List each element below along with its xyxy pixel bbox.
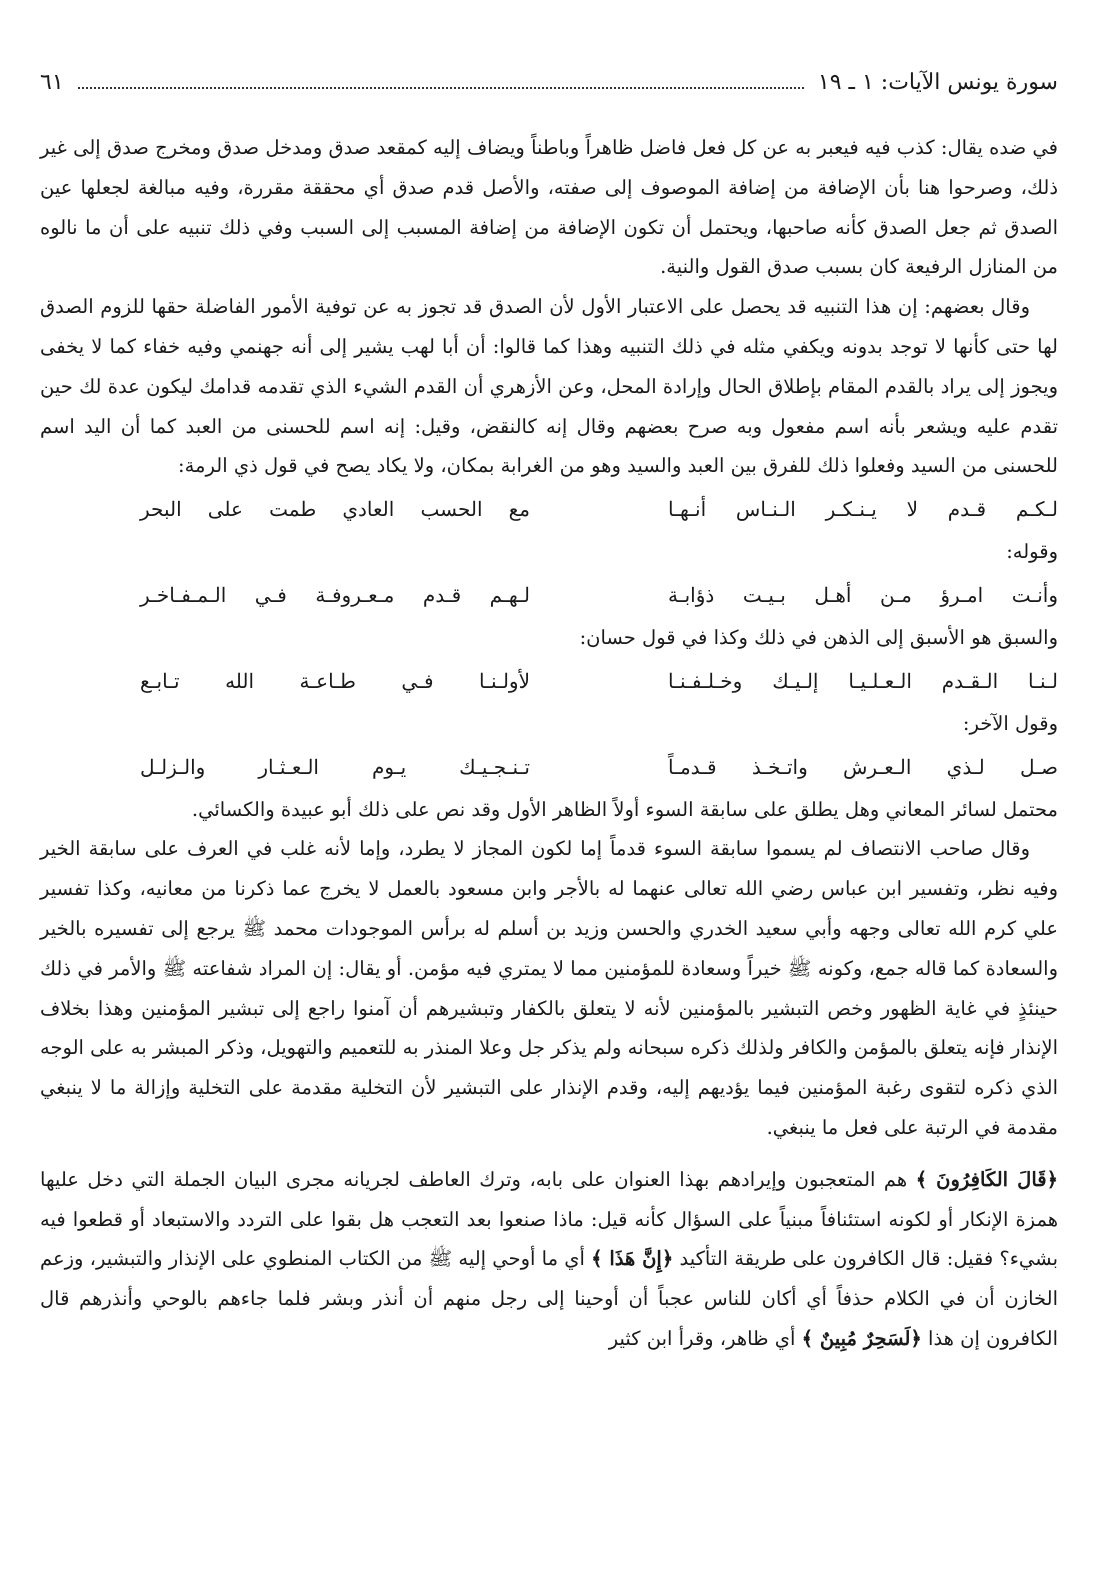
page-number: ٦١ <box>40 70 64 95</box>
line-akhar: وقول الآخر: <box>962 711 1058 735</box>
paragraph-1: في ضده يقال: كذب فيه فيعبر به عن كل فعل فاضل ظاهراً وباطناً ويضاف إليه كمقعد صدق ومدخل صدق ومخرج صدق إلى غير ذلك، وصرحوا هنا بأن الإضافة من إضافة الموصوف إلى صفته، والأصل قدم صدق أي محققة مقررة، وفيه مبالغة لجعلها عين الصدق ثم جعل الصدق كأنه صاحبها، ويحتمل أن تكون الإضافة من إضافة المسبب إلى السبب وفي ذلك تنبيه على أن ما نالوه من المنازل الرفيعة كان بسبب صدق القول والنية. <box>40 136 1058 279</box>
verse-hemistich-first: وأنـت امـرؤ مـن أهـل بـيـت ذؤابـة <box>668 582 1058 607</box>
page <box>40 70 1058 1359</box>
verse-hemistich-first: لـنـا الـقـدم الـعـلـيـا إلـيـك وخـلـفـنـا <box>668 668 1058 693</box>
running-title: سورة يونس الآيات: ١ ـ ١٩ <box>817 70 1058 95</box>
dotted-leader <box>78 86 804 89</box>
verse-2 <box>40 575 1058 615</box>
page-header <box>40 70 1058 110</box>
spacer <box>40 1148 1058 1160</box>
text-segment-1: هم المتعجبون وإيرادهم بهذا العنوان على بابه، وترك العاطف لجريانه مجرى البيان الجملة التي دخل عليها همزة الإنكار أو لكونه استئنافاً مبنياً على السؤال كأنه قيل: ماذا صنعوا بعد التعجب هل بقوا على التردد والاستبعاد أو قطعوا فيه بشيء؟ فقيل: قال الكافرون على طريقة التأكيد <box>40 1167 1058 1271</box>
quran-quote-3: ﴿لَسَحِرٌ مُبِينٌ ﴾ <box>801 1326 922 1350</box>
verse-1 <box>40 489 1058 529</box>
text-segment-2: أي ما أوحي إليه ﷺ من الكتاب المنطوي على الإنذار والتبشير، وزعم الخازن أن في الكلام حذفاً أي أكان للناس عجباً أن أوحينا إلى رجل منهم أن أنذر وبشر فلما جاءهم بالوحي وأنذرهم قال الكافرون إن هذا <box>40 1247 1058 1350</box>
text-segment-3: أي ظاهر، وقرأ ابن كثير <box>608 1326 802 1350</box>
verse-hemistich-second: لـهـم قـدم مـعـروفـة فـي الـمـفـاخـر <box>140 582 530 607</box>
line-qawluh: وقوله: <box>1006 540 1058 564</box>
paragraph-3: وقال صاحب الانتصاف لم يسموا سابقة السوء قدماً إما لكون المجاز لا يطرد، وإما لأنه غلب في العرف على سابقة الخير وفيه نظر، وتفسير ابن عباس رضي الله تعالى عنهما له بالأجر وابن مسعود بالعمل لا يخرج عما ذكرنا من معانيه، وكذا تفسير علي كرم الله تعالى وجهه وأبي سعيد الخدري والحسن وزيد بن أسلم له برأس الموجودات محمد ﷺ يرجع إلى تفسيره بالخير والسعادة كما قاله جمع، وكونه ﷺ خيراً وسعادة للمؤمنين مما لا يمتري فيه مؤمن. أو يقال: إن المراد شفاعته ﷺ والأمر في ذلك حينئذٍ في غاية الظهور وخص التبشير بالمؤمنين لأنه لا يتعلق بالكفار وتبشيرهم أن آمنوا راجع إلى تبشير المؤمنين وهذا بخلاف الإنذار فإنه يتعلق بالمؤمن والكافر ولذلك ذكره سبحانه ولم يذكر جل وعلا المنذر به للتعميم والتهويل، وذكر المبشر به على الوجه الذي ذكره لتقوى رغبة المؤمنين فيما يؤديهم إليه، وقدم الإنذار على التبشير لأن التخلية مقدمة على التخلية وإزالة ما لا ينبغي مقدمة في الرتبة على فعل ما ينبغي. <box>40 837 1058 1139</box>
paragraph-2: وقال بعضهم: إن هذا التنبيه قد يحصل على الاعتبار الأول لأن الصدق قد تجوز به عن توفية الأمور الفاضلة حقها للزوم الصدق لها حتى كأنها لا توجد بدونه ويكفي مثله في ذلك التنبيه وهذا كما قالوا: أن أبا لهب يشير إلى أنه جهنمي وفيه خفاء كما لا يخفى ويجوز إلى يراد بالقدم المقام بإطلاق الحال وإرادة المحل، وعن الأزهري أن القدم الشيء الذي تقدمه قدامك ليكون عدة لك حين تقدم عليه ويشعر بأنه اسم مفعول وبه صرح بعضهم وقال إنه كالنقض، وقيل: إنه اسم للحسنى من العبد كما أن اليد اسم للحسنى من السيد وفعلوا ذلك للفرق بين العبد والسيد وهو من الغرابة بمكان، ولا يكاد يصح في قول ذي الرمة: <box>40 295 1058 478</box>
verse-hemistich-second: لأولـنـا فـي طـاعـة الله تـابـع <box>140 668 530 693</box>
quran-quote-2: ﴿إِنَّ هَذَا ﴾ <box>591 1247 674 1271</box>
verse-3 <box>40 661 1058 701</box>
verse-hemistich-first: صـل لـذي الـعـرش واتـخـذ قـدمـاً <box>668 754 1058 779</box>
verse-4 <box>40 747 1058 787</box>
verse-hemistich-second: تـنـجـيـك يـوم الـعـثـار والـزلـل <box>140 754 530 779</box>
paragraph-4 <box>40 1160 1058 1359</box>
quran-quote-1: ﴿قَالَ الكَافِرُونَ ﴾ <box>915 1167 1059 1191</box>
line-muhtamal: محتمل لسائر المعاني وهل يطلق على سابقة السوء أولاً الظاهر الأول وقد نص على ذلك أبو عبيدة والكسائي. <box>191 797 1058 821</box>
verse-hemistich-second: مع الحسب العادي طمت على البحر <box>140 497 530 522</box>
verse-hemistich-first: لـكـم قـدم لا يـنـكـر الـنـاس أنـهـا <box>668 497 1058 522</box>
line-sabq: والسبق هو الأسبق إلى الذهن في ذلك وكذا في قول حسان: <box>579 625 1058 649</box>
